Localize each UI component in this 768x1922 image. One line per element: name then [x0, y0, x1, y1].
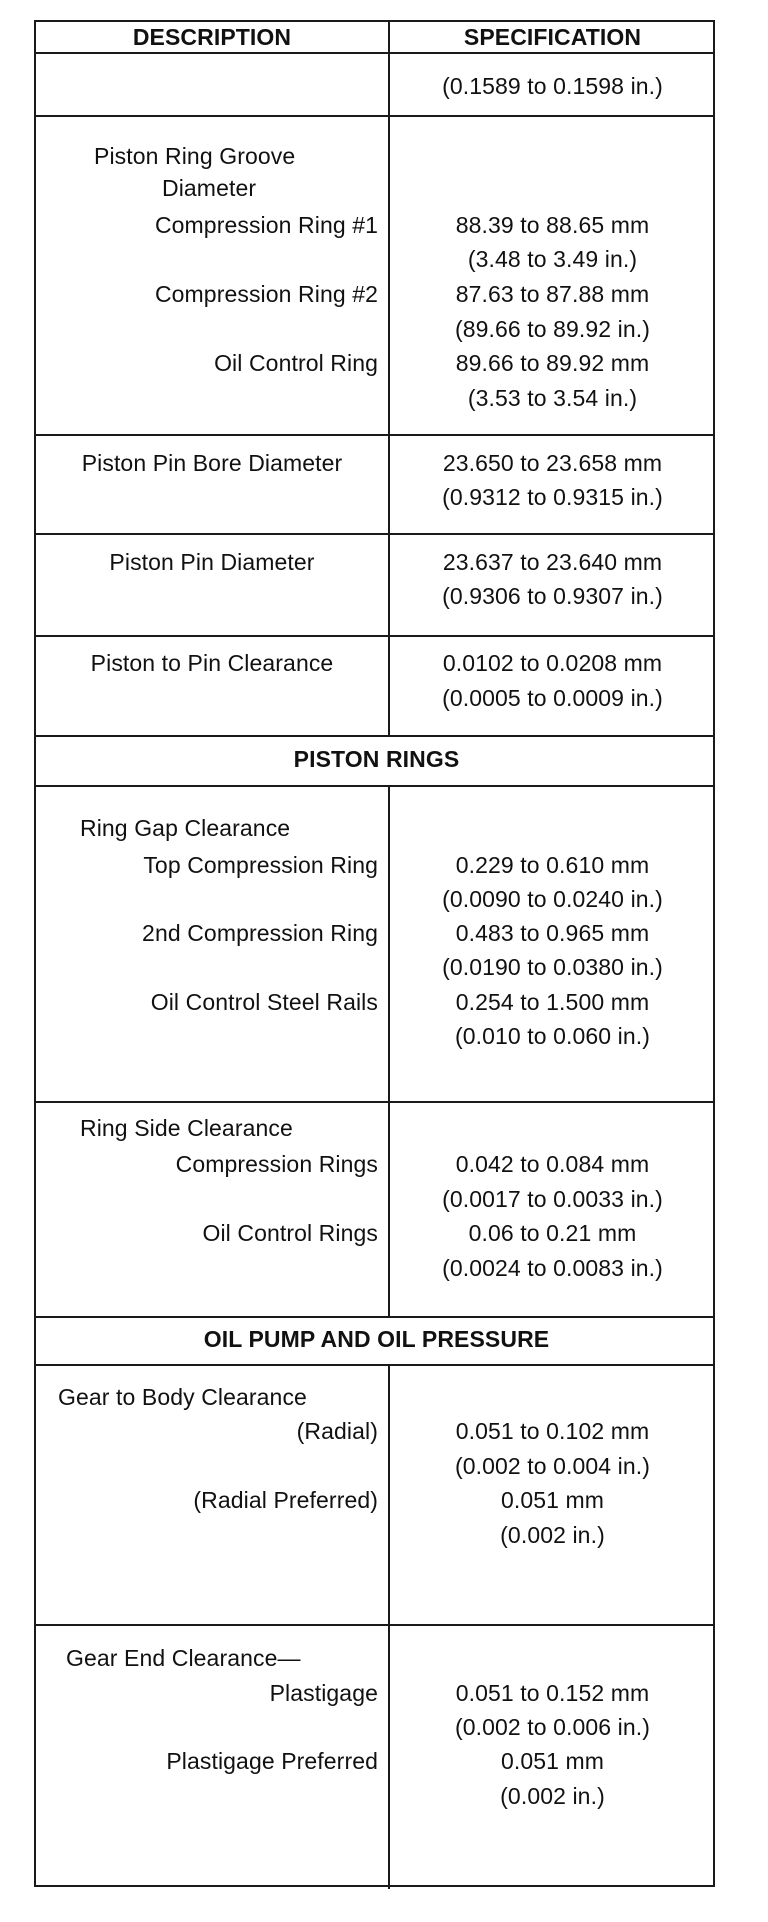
label-gear-end: Gear End Clearance—	[66, 1645, 301, 1671]
row-divider	[36, 434, 713, 436]
row-divider	[36, 785, 713, 787]
spec-value: 88.39 to 88.65 mm	[455, 212, 650, 238]
label-ring-gap: Ring Gap Clearance	[80, 815, 291, 841]
row-divider	[36, 1364, 713, 1366]
spec-table	[34, 20, 715, 1887]
label-groove-cont: Diameter	[162, 175, 257, 201]
label-plastigage-preferred: Plastigage Preferred	[166, 1748, 378, 1774]
spec-value: (0.002 to 0.004 in.)	[454, 1453, 651, 1479]
label-top-compression: Top Compression Ring	[143, 852, 378, 878]
spec-value: (0.9312 to 0.9315 in.)	[442, 484, 663, 510]
column-divider	[388, 22, 390, 737]
row-divider	[36, 1624, 713, 1626]
row-divider	[36, 635, 713, 637]
spec-value: (3.48 to 3.49 in.)	[467, 246, 638, 272]
label-ring1: Compression Ring #1	[154, 212, 378, 238]
row-divider	[36, 52, 713, 54]
label-compression-rings: Compression Rings	[175, 1151, 378, 1177]
section-piston-rings: PISTON RINGS	[293, 746, 460, 772]
spec-value: (0.0090 to 0.0240 in.)	[442, 886, 663, 912]
spec-value: 0.042 to 0.084 mm	[455, 1151, 650, 1177]
spec-value: (0.0024 to 0.0083 in.)	[442, 1255, 663, 1281]
spec-value: 0.051 to 0.102 mm	[455, 1418, 650, 1444]
spec-value: (0.002 in.)	[500, 1522, 605, 1548]
spec-value: 0.0102 to 0.0208 mm	[442, 650, 663, 676]
spec-value: (0.002 to 0.006 in.)	[454, 1714, 651, 1740]
spec-value: (0.0190 to 0.0380 in.)	[442, 954, 663, 980]
label-groove: Piston Ring Groove	[94, 143, 296, 169]
spec-value: 0.051 to 0.152 mm	[455, 1680, 650, 1706]
spec-value: 87.63 to 87.88 mm	[455, 281, 650, 307]
label-oil-control-rings: Oil Control Rings	[202, 1220, 378, 1246]
label-second-compression: 2nd Compression Ring	[142, 920, 378, 946]
header-specification: SPECIFICATION	[463, 24, 642, 50]
row-divider	[36, 115, 713, 117]
spec-value: (3.53 to 3.54 in.)	[467, 385, 638, 411]
spec-value: 0.06 to 0.21 mm	[468, 1220, 637, 1246]
label-radial-preferred: (Radial Preferred)	[193, 1487, 378, 1513]
label-oil-control: Oil Control Ring	[214, 350, 378, 376]
spec-value: 23.650 to 23.658 mm	[442, 450, 663, 476]
label-gear-body: Gear to Body Clearance	[58, 1384, 307, 1410]
label-pin-diameter: Piston Pin Diameter	[109, 549, 315, 575]
label-radial: (Radial)	[296, 1418, 378, 1444]
spec-value: (0.9306 to 0.9307 in.)	[442, 583, 663, 609]
spec-value: (89.66 to 89.92 in.)	[454, 316, 651, 342]
label-pin-clearance: Piston to Pin Clearance	[90, 650, 334, 676]
section-oil-pump: OIL PUMP AND OIL PRESSURE	[203, 1326, 550, 1352]
label-ring-side: Ring Side Clearance	[80, 1115, 293, 1141]
spec-value: 0.254 to 1.500 mm	[455, 989, 650, 1015]
spec-value: (0.0017 to 0.0033 in.)	[442, 1186, 663, 1212]
row-divider	[36, 1101, 713, 1103]
spec-value: 23.637 to 23.640 mm	[442, 549, 663, 575]
spec-value: 89.66 to 89.92 mm	[455, 350, 650, 376]
label-ring2: Compression Ring #2	[154, 281, 378, 307]
label-plastigage: Plastigage	[269, 1680, 378, 1706]
row-divider	[36, 1316, 713, 1318]
spec-value: 0.483 to 0.965 mm	[455, 920, 650, 946]
spec-value: 0.229 to 0.610 mm	[455, 852, 650, 878]
header-description: DESCRIPTION	[132, 24, 292, 50]
row-divider	[36, 533, 713, 535]
spec-value: 0.051 mm	[500, 1748, 605, 1774]
spec-value: (0.0005 to 0.0009 in.)	[442, 685, 663, 711]
spec-value: 0.051 mm	[500, 1487, 605, 1513]
spec-value: (0.1589 to 0.1598 in.)	[442, 73, 663, 99]
spec-value: (0.010 to 0.060 in.)	[454, 1023, 651, 1049]
label-steel-rails: Oil Control Steel Rails	[150, 989, 378, 1015]
label-pin-bore: Piston Pin Bore Diameter	[81, 450, 343, 476]
spec-value: (0.002 in.)	[500, 1783, 605, 1809]
row-divider	[36, 735, 713, 737]
